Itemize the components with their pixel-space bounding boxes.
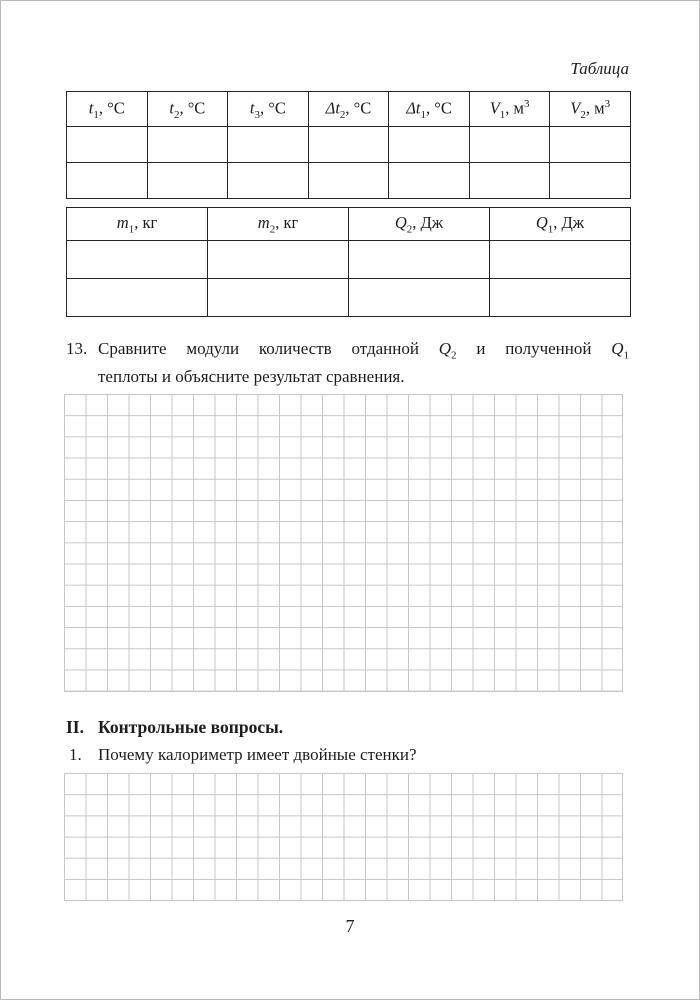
section-2-heading [66, 716, 629, 738]
empty-cell [67, 279, 208, 317]
table2-col-m1 [67, 208, 208, 241]
var-subscript: 2 [339, 108, 346, 121]
var-symbol: t [169, 98, 174, 118]
table1-col-dt2 [308, 92, 389, 127]
question-1-number: 1. [69, 745, 82, 764]
question-1 [66, 744, 629, 766]
table1-col-v2 [550, 92, 631, 127]
empty-cell [147, 163, 228, 199]
var-subscript: 2 [269, 223, 276, 236]
unit-label: , кг [134, 212, 158, 232]
unit-label: , м [585, 98, 605, 118]
var-symbol: t [88, 98, 94, 118]
var-subscript: 1 [547, 223, 554, 236]
unit-label: , кг [275, 212, 299, 232]
empty-cell [228, 163, 309, 199]
var-symbol: Q [535, 212, 548, 232]
var-subscript: 2 [173, 108, 180, 121]
table1-empty-row [67, 163, 631, 199]
unit-label: , °C [179, 98, 206, 118]
question-1-text: Почему калориметр имеет двойные стенки? [98, 745, 417, 764]
var-symbol: m [257, 212, 270, 232]
section-2-number: II. [66, 717, 84, 737]
empty-cell [208, 241, 349, 279]
table2-col-q1 [490, 208, 631, 241]
empty-cell [67, 241, 208, 279]
unit-label: , °C [425, 98, 452, 118]
answer-grid-small [64, 773, 623, 901]
empty-cell [147, 127, 228, 163]
empty-cell [349, 279, 490, 317]
empty-cell [67, 163, 148, 199]
unit-label: , Дж [412, 212, 444, 232]
var-symbol: V [489, 98, 500, 118]
table1-header-row [67, 92, 631, 127]
task-13-line2: теплоты и объясните результат сравнения. [98, 367, 405, 387]
var-symbol: t [249, 98, 255, 118]
table1-col-dt1 [389, 92, 470, 127]
table1-head [67, 92, 631, 127]
table2-col-q2 [349, 208, 490, 241]
empty-cell [550, 163, 631, 199]
text-segment: Сравните модули количеств отданной [98, 339, 419, 358]
empty-cell [308, 163, 389, 199]
empty-cell [208, 279, 349, 317]
empty-cell [550, 127, 631, 163]
table2-empty-row [67, 241, 631, 279]
empty-cell [469, 163, 550, 199]
table2-empty-row [67, 279, 631, 317]
table1-col-t3 [228, 92, 309, 127]
table1-body [67, 127, 631, 199]
empty-cell [389, 127, 470, 163]
table2-body [67, 241, 631, 317]
table-caption: Таблица [570, 59, 629, 78]
table2-head [67, 208, 631, 241]
empty-cell [67, 127, 148, 163]
answer-grid-large [64, 394, 623, 692]
table2-col-m2 [208, 208, 349, 241]
task-13-line1 [98, 338, 629, 366]
var-symbol: Q [394, 212, 407, 232]
table1-col-t1 [67, 92, 148, 127]
table2-header-row [67, 208, 631, 241]
var-subscript: 3 [254, 108, 261, 121]
empty-cell [469, 127, 550, 163]
unit-superscript: 3 [523, 97, 530, 110]
text-segment: и полученной [476, 339, 592, 358]
var-subscript: 1 [420, 108, 426, 121]
var-symbol: V [570, 98, 581, 118]
empty-cell [490, 241, 631, 279]
empty-cell [308, 127, 389, 163]
table1-col-t2 [147, 92, 228, 127]
var-symbol: m [116, 212, 129, 232]
unit-label: , °C [260, 98, 286, 118]
unit-label: , °C [345, 98, 372, 118]
var-subscript: 1 [128, 223, 135, 236]
unit-superscript: 3 [604, 97, 611, 110]
table1-col-v1 [469, 92, 550, 127]
page-number: 7 [345, 916, 355, 936]
var-symbol: Δt [406, 98, 421, 118]
temperature-volume-table [66, 91, 631, 199]
var-subscript: 2 [580, 108, 586, 121]
section-2-title: Контрольные вопросы. [98, 717, 284, 737]
empty-cell [490, 279, 631, 317]
var-subscript: 2 [451, 349, 457, 362]
unit-label: , Дж [553, 212, 585, 232]
var-symbol: Δt [325, 98, 340, 118]
var-subscript: 1 [623, 349, 630, 362]
task-13-text [98, 338, 629, 388]
unit-label: , °C [98, 98, 125, 118]
table1-empty-row [67, 127, 631, 163]
var-symbol: Q [611, 339, 624, 358]
task-13 [66, 338, 629, 388]
empty-cell [349, 241, 490, 279]
empty-cell [228, 127, 309, 163]
var-subscript: 1 [499, 108, 506, 121]
var-subscript: 1 [93, 108, 99, 121]
unit-label: , м [505, 98, 524, 118]
task-13-number: 13. [66, 339, 88, 358]
var-subscript: 2 [406, 223, 413, 236]
mass-heat-table [66, 207, 631, 317]
empty-cell [389, 163, 470, 199]
var-symbol: Q [438, 339, 452, 358]
